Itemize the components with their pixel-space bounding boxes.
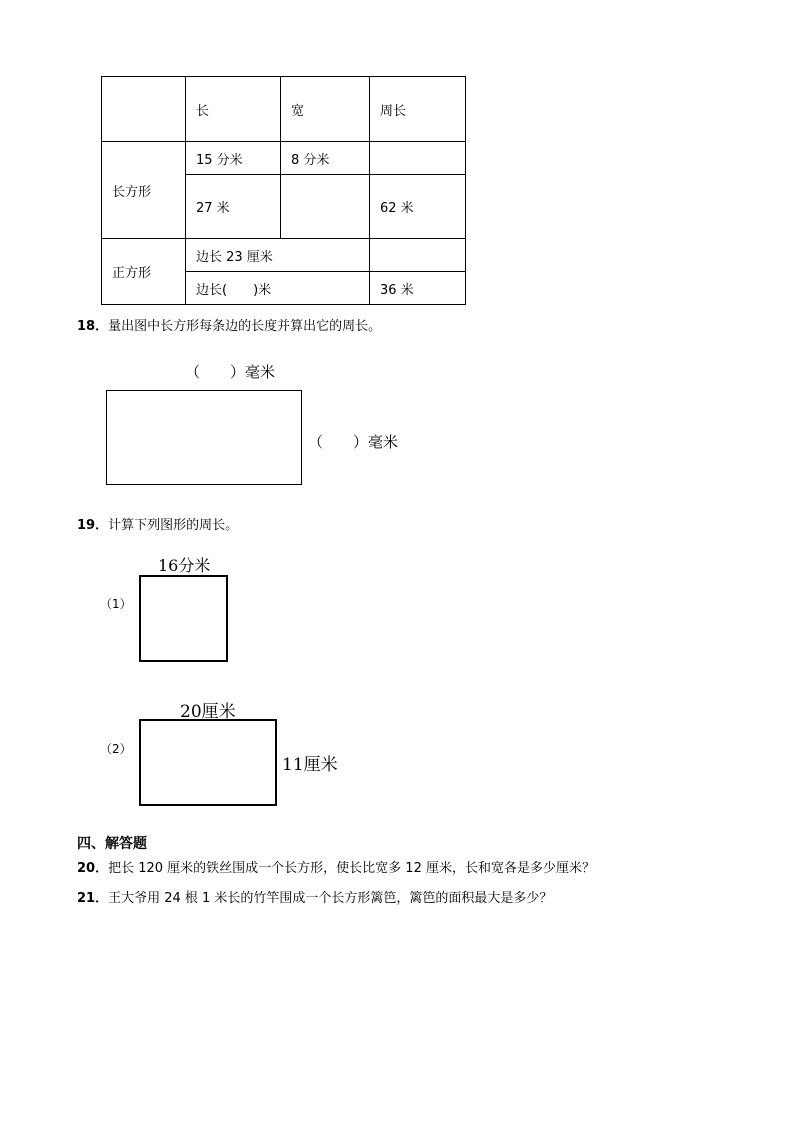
question-text: 把长 120 厘米的铁丝围成一个长方形，使长比宽多 12 厘米，长和宽各是多少厘米？ — [108, 861, 595, 876]
table-header-length: 长 — [186, 77, 281, 142]
question-text: 计算下列图形的周长。 — [108, 518, 239, 533]
question-19 — [77, 517, 238, 535]
question-number: 18． — [77, 319, 109, 334]
fig2-right-label: 11厘米 — [282, 755, 338, 775]
question-number: 20． — [77, 861, 109, 876]
fig1-top-label: 16分米 — [158, 556, 211, 575]
table-header-perimeter: 周长 — [370, 77, 466, 142]
table-group-rectangle: 长方形 — [102, 142, 186, 239]
table-cell — [370, 142, 466, 175]
table-cell: 15 分米 — [186, 142, 281, 175]
question-21 — [77, 890, 552, 908]
fig1-tag: （1） — [100, 597, 132, 611]
question-text: 量出图中长方形每条边的长度并算出它的周长。 — [108, 319, 382, 334]
section-title: 四、解答题 — [77, 836, 147, 852]
table-cell — [370, 239, 466, 272]
table-header-width: 宽 — [281, 77, 370, 142]
fig2-top-label: 20厘米 — [180, 702, 236, 722]
table-header-empty — [102, 77, 186, 142]
table-cell: 边长( )米 — [186, 272, 370, 305]
table-cell: 62 米 — [370, 175, 466, 239]
q18-top-label: （ ）毫米 — [185, 363, 276, 381]
question-20 — [77, 860, 595, 878]
question-18 — [77, 318, 381, 336]
table-cell: 边长 23 厘米 — [186, 239, 370, 272]
fig1-square — [139, 575, 228, 662]
q18-rectangle — [106, 390, 302, 485]
fig2-rectangle — [139, 719, 277, 806]
table-cell: 8 分米 — [281, 142, 370, 175]
question-number: 19． — [77, 518, 109, 533]
question-number: 21． — [77, 891, 109, 906]
perimeter-table — [101, 76, 466, 305]
fig2-tag: （2） — [100, 742, 132, 756]
table-cell: 36 米 — [370, 272, 466, 305]
question-text: 王大爷用 24 根 1 米长的竹竿围成一个长方形篱笆，篱笆的面积最大是多少？ — [108, 891, 553, 906]
table-cell — [281, 175, 370, 239]
table-cell: 27 米 — [186, 175, 281, 239]
q18-right-label: （ ）毫米 — [308, 433, 399, 451]
table-group-square: 正方形 — [102, 239, 186, 305]
